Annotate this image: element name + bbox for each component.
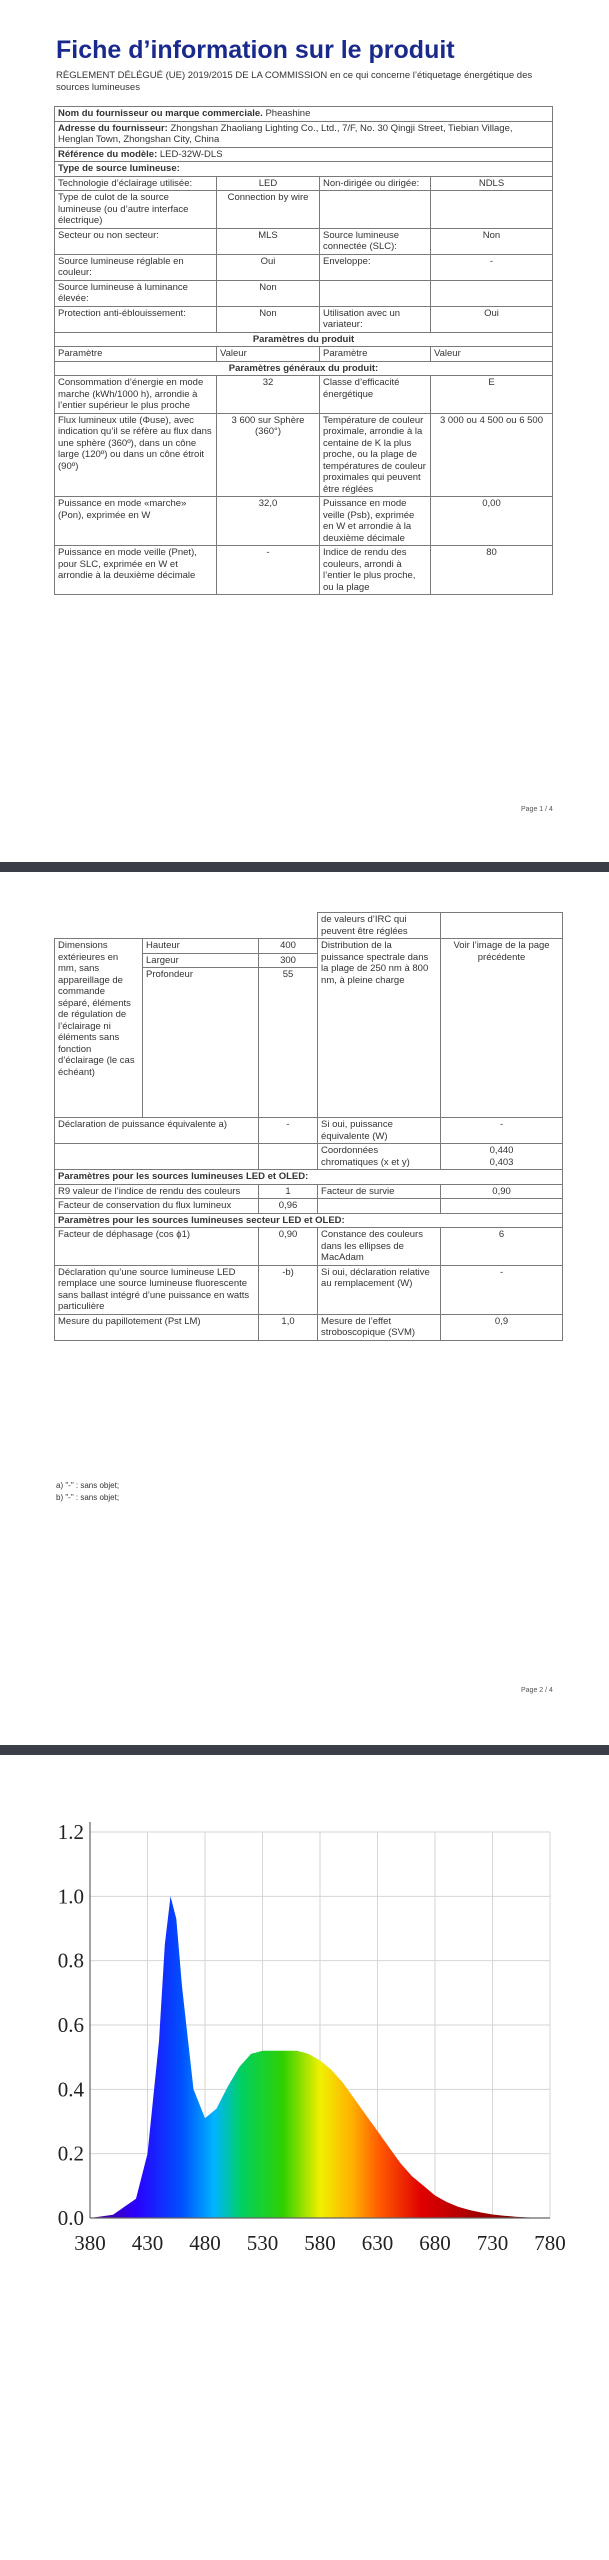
spectral-distribution-chart xyxy=(50,1790,566,2320)
param-label: Facteur de conservation du flux lumineux xyxy=(55,1199,259,1214)
param-value xyxy=(259,1144,318,1170)
param-label: Protection anti-éblouissement: xyxy=(55,306,217,332)
param-label: Type de culot de la source lumineuse (ou d’autre interface électrique) xyxy=(55,191,217,229)
supplier-row xyxy=(55,107,553,122)
section-header-row xyxy=(55,332,553,347)
param-value: E xyxy=(431,376,553,414)
param-value: MLS xyxy=(217,228,320,254)
param-value: 0,90 xyxy=(441,1184,563,1199)
param-value: - xyxy=(441,1265,563,1314)
param-label: R9 valeur de l’indice de rendu des couleurs xyxy=(55,1184,259,1199)
y-tick-label: 1.2 xyxy=(57,1820,84,1844)
param-label: Source lumineuse réglable en couleur: xyxy=(55,254,217,280)
model-row xyxy=(55,147,553,162)
param-value xyxy=(441,913,563,939)
param-label: de valeurs d’IRC qui peuvent être réglées xyxy=(318,913,441,939)
param-label: Mesure de l’effet stroboscopique (SVM) xyxy=(318,1314,441,1340)
table-row xyxy=(55,413,553,497)
table-row xyxy=(55,306,553,332)
param-value: 0,00 xyxy=(431,497,553,546)
x-tick-label: 480 xyxy=(189,2231,221,2255)
param-value: Oui xyxy=(217,254,320,280)
page-number-1: Page 1 / 4 xyxy=(521,806,553,813)
table-row xyxy=(55,1228,563,1266)
dimensions-label: Dimensions extérieures en mm, sans appareillage de commande séparé, éléments de régulation de l’éclairage ni éléments sans fonction d’éclairage (le cas échéant) xyxy=(55,939,143,1118)
dimensions-row xyxy=(55,939,563,954)
dimension-name: Profondeur xyxy=(143,968,259,1118)
param-value: 1 xyxy=(259,1184,318,1199)
y-tick-label: 0.6 xyxy=(57,2013,84,2037)
col-header-param: Paramètre xyxy=(320,347,431,362)
regulation-text: RÈGLEMENT DÉLÉGUÉ (UE) 2019/2015 DE LA COMMISSION en ce qui concerne l’étiquetage énergétique des sources lumineuses xyxy=(56,70,533,93)
table-row xyxy=(55,1184,563,1199)
dimension-name: Largeur xyxy=(143,953,259,968)
led-oled-header: Paramètres pour les sources lumineuses LED et OLED: xyxy=(55,1170,563,1185)
type-header: Type de source lumineuse: xyxy=(55,162,553,177)
table-row xyxy=(55,1314,563,1340)
product-params-header: Paramètres du produit xyxy=(55,332,553,347)
x-tick-label: 680 xyxy=(419,2231,451,2255)
table-row xyxy=(55,176,553,191)
footnote-b: b) "-" : sans objet; xyxy=(56,1493,120,1502)
y-tick-label: 0.4 xyxy=(57,2077,84,2102)
table-row xyxy=(55,1144,563,1170)
param-value: Oui xyxy=(431,306,553,332)
param-label: Non-dirigée ou dirigée: xyxy=(320,176,431,191)
model-value: LED-32W-DLS xyxy=(159,148,223,160)
param-value xyxy=(441,1199,563,1214)
param-label: Déclaration qu’une source lumineuse LED remplace une source lumineuse fluorescente sans ballast intégré d’une puissance en watts particulière xyxy=(55,1265,259,1314)
type-header-row xyxy=(55,162,553,177)
supplier-value: Pheashine xyxy=(265,108,311,119)
param-value: 32,0 xyxy=(217,497,320,546)
param-value: Non xyxy=(217,306,320,332)
section-header-row xyxy=(55,1170,563,1185)
param-label: Technologie d’éclairage utilisée: xyxy=(55,176,217,191)
param-label: Puissance en mode veille (Psb), exprimée en W et arrondie à la deuxième décimale xyxy=(320,497,431,546)
page-separator xyxy=(0,1745,609,1755)
param-label: Facteur de déphasage (cos ϕ1) xyxy=(55,1228,259,1266)
dimension-name: Hauteur xyxy=(143,939,259,954)
mains-header: Paramètres pour les sources lumineuses secteur LED et OLED: xyxy=(55,1213,563,1228)
param-value: 0,440 0,403 xyxy=(441,1144,563,1170)
address-value: Zhongshan Zhaoliang Lighting Co., Ltd., 7/F, No. 30 Qingji Street, Tiebian Village, Henglan Town, Zhongshan City, China xyxy=(58,122,513,145)
dimension-value: 300 xyxy=(259,953,318,968)
table-row xyxy=(55,191,553,229)
info-table-1 xyxy=(54,106,553,595)
section-header-row xyxy=(55,1213,563,1228)
param-label xyxy=(318,1199,441,1214)
param-label xyxy=(55,1144,259,1170)
param-label: Source lumineuse connectée (SLC): xyxy=(320,228,431,254)
y-tick-label: 1.0 xyxy=(57,1884,84,1909)
param-value: 0,96 xyxy=(259,1199,318,1214)
y-tick-label: 0.8 xyxy=(57,1948,84,1973)
col-header-value: Valeur xyxy=(431,347,553,362)
param-label xyxy=(320,280,431,306)
param-label: Déclaration de puissance équivalente a) xyxy=(55,1118,259,1144)
table-row xyxy=(55,546,553,595)
x-tick-label: 580 xyxy=(304,2231,336,2255)
table-row xyxy=(55,280,553,306)
footnote-a: a) "-" : sans objet; xyxy=(56,1481,120,1490)
y-tick-label: 0.2 xyxy=(57,2141,84,2166)
page-2 xyxy=(0,872,609,1742)
param-label: Indice de rendu des couleurs, arrondi à l’entier le plus proche, ou la plage xyxy=(320,546,431,595)
model-label: Référence du modèle: xyxy=(58,148,158,160)
supplier-label: Nom du fournisseur ou marque commerciale. xyxy=(58,108,263,119)
param-value: - xyxy=(217,546,320,595)
empty-cell xyxy=(55,913,318,939)
param-label: Si oui, puissance équivalente (W) xyxy=(318,1118,441,1144)
param-value: - xyxy=(259,1118,318,1144)
x-tick-label: 430 xyxy=(131,2231,164,2255)
param-value: LED xyxy=(217,176,320,191)
param-label: Facteur de survie xyxy=(318,1184,441,1199)
param-label: Si oui, déclaration relative au remplacement (W) xyxy=(318,1265,441,1314)
param-value: 0,90 xyxy=(259,1228,318,1266)
column-header-row xyxy=(55,347,553,362)
table-row xyxy=(55,254,553,280)
dimension-value: 55 xyxy=(259,968,318,1118)
param-value xyxy=(431,280,553,306)
general-params-header: Paramètres généraux du produit: xyxy=(55,361,553,376)
param-label: Coordonnées chromatiques (x et y) xyxy=(318,1144,441,1170)
param-label: Puissance en mode veille (Pnet), pour SLC, exprimée en W et arrondie à la deuxième décimale xyxy=(55,546,217,595)
param-label: Source lumineuse à luminance élevée: xyxy=(55,280,217,306)
dimension-value: 400 xyxy=(259,939,318,954)
param-value: Non xyxy=(217,280,320,306)
param-label: Température de couleur proximale, arrondie à la centaine de K la plus proche, ou la plage de températures de couleur proximales qui peuvent être réglées xyxy=(320,413,431,497)
param-value: Voir l’image de la page précédente xyxy=(441,939,563,1118)
param-label: Mesure du papillotement (Pst LM) xyxy=(55,1314,259,1340)
table-row xyxy=(55,228,553,254)
table-row xyxy=(55,913,563,939)
table-row xyxy=(55,1199,563,1214)
param-value: NDLS xyxy=(431,176,553,191)
param-label: Enveloppe: xyxy=(320,254,431,280)
param-label: Flux lumineux utile (Φuse), avec indication qu’il se réfère au flux dans une sphère (360º), dans un cône large (120º) ou dans un cône étroit (90º) xyxy=(55,413,217,497)
param-value: - xyxy=(431,254,553,280)
col-header-value: Valeur xyxy=(217,347,320,362)
param-value: 0,9 xyxy=(441,1314,563,1340)
info-table-2 xyxy=(54,912,563,1341)
table-row xyxy=(55,1265,563,1314)
table-row xyxy=(55,1118,563,1144)
x-tick-label: 730 xyxy=(476,2231,509,2255)
param-value: - xyxy=(441,1118,563,1144)
param-label: Distribution de la puissance spectrale dans la plage de 250 nm à 800 nm, à pleine charge xyxy=(318,939,441,1118)
param-label: Puissance en mode «marche» (Pon), exprimée en W xyxy=(55,497,217,546)
col-header-param: Paramètre xyxy=(55,347,217,362)
param-value: 6 xyxy=(441,1228,563,1266)
param-value: 32 xyxy=(217,376,320,414)
y-tick-labels xyxy=(58,1820,85,2230)
param-value: 80 xyxy=(431,546,553,595)
page-separator xyxy=(0,862,609,872)
param-label: Utilisation avec un variateur: xyxy=(320,306,431,332)
param-value: 3 600 sur Sphère (360°) xyxy=(217,413,320,497)
param-value: 1,0 xyxy=(259,1314,318,1340)
x-tick-label: 630 xyxy=(361,2231,394,2255)
table-row xyxy=(55,376,553,414)
param-label: Secteur ou non secteur: xyxy=(55,228,217,254)
param-value: Non xyxy=(431,228,553,254)
table-row xyxy=(55,497,553,546)
address-row xyxy=(55,121,553,147)
page-number-2: Page 2 / 4 xyxy=(521,1687,553,1694)
x-tick-label: 780 xyxy=(534,2231,566,2255)
param-value: 3 000 ou 4 500 ou 6 500 xyxy=(431,413,553,497)
x-tick-labels xyxy=(74,2231,566,2255)
address-label: Adresse du fournisseur: xyxy=(58,122,168,134)
param-value xyxy=(431,191,553,229)
param-label xyxy=(320,191,431,229)
x-tick-label: 530 xyxy=(246,2231,279,2255)
param-value: -b) xyxy=(259,1265,318,1314)
section-header-row xyxy=(55,361,553,376)
param-label: Classe d’efficacité énergétique xyxy=(320,376,431,414)
page-title: Fiche d’information sur le produit xyxy=(56,36,455,64)
y-tick-label: 0.0 xyxy=(57,2206,84,2230)
param-value: Connection by wire xyxy=(217,191,320,229)
param-label: Constance des couleurs dans les ellipses de MacAdam xyxy=(318,1228,441,1266)
page-1 xyxy=(0,0,609,860)
x-tick-label: 380 xyxy=(74,2231,106,2255)
param-label: Consommation d’énergie en mode marche (kWh/1000 h), arrondie à l’entier supérieur le plus proche xyxy=(55,376,217,414)
